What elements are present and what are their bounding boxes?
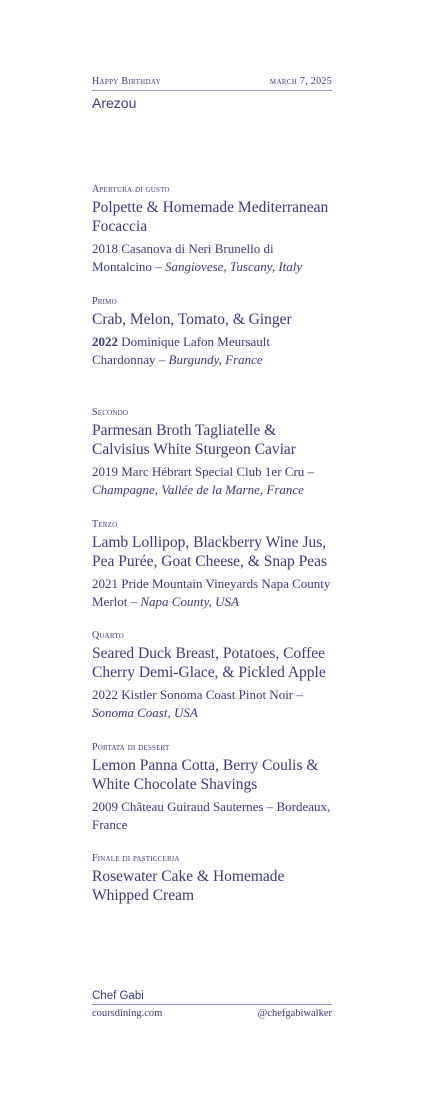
wine-name: Marc Hébrart Special Club 1er Cru – — [121, 464, 315, 479]
event-date: march 7, 2025 — [269, 76, 332, 87]
course-item — [92, 742, 332, 854]
menu-page — [92, 0, 332, 1100]
wine-name: Casanova di Neri Brunello di Montalcino – — [92, 241, 274, 274]
wine-region: Sonoma Coast, USA — [92, 705, 198, 720]
wine-vintage: 2022 — [92, 687, 118, 702]
wine-pairing — [92, 686, 332, 722]
chef-signature: Chef Gabi — [92, 990, 332, 1005]
social-handle[interactable]: @chefgabiwalker — [257, 1008, 332, 1019]
wine-region: Napa County, USA — [140, 593, 239, 609]
wine-region: Sangiovese, Tuscany, Italy — [164, 259, 303, 274]
wine-vintage: 2019 — [92, 464, 118, 479]
wine-region: Burgundy, France — [168, 351, 263, 367]
wine-vintage: 2009 — [92, 798, 118, 814]
wine-name: Château Guiraud Sauternes – Bordeaux, France — [92, 798, 331, 832]
course-dish: Parmesan Broth Tagliatelle & Calvisius White Sturgeon Caviar — [92, 422, 296, 458]
wine-vintage: 2021 — [92, 575, 118, 591]
course-label: Finale di pasticceria — [92, 853, 180, 864]
course-label: Secondo — [92, 407, 129, 418]
footer-row — [92, 1008, 332, 1019]
guest-name: Arezou — [92, 95, 137, 111]
course-item — [92, 853, 332, 965]
wine-name: Dominique Lafon Meursault Chardonnay – — [92, 333, 270, 367]
course-label: Primo — [92, 295, 117, 307]
course-item — [92, 519, 332, 631]
wine-name: Kistler Sonoma Coast Pinot Noir – — [121, 687, 303, 702]
wine-vintage: 2018 — [92, 241, 118, 256]
menu-footer — [92, 990, 332, 1019]
wine-name: Pride Mountain Vineyards Napa County Merlot – — [92, 575, 331, 609]
course-dish: Seared Duck Breast, Potatoes, Coffee Cherry Demi-Glace, & Pickled Apple — [92, 645, 326, 681]
course-item — [92, 184, 332, 296]
wine-pairing — [92, 240, 332, 276]
course-label: Terzo — [92, 518, 118, 530]
header-row — [92, 76, 332, 91]
occasion-label: Happy Birthday — [92, 76, 161, 87]
course-dish: Lamb Lollipop, Blackberry Wine Jus, Pea Purée, Goat Cheese, & Snap Peas — [92, 533, 328, 570]
course-label: Quarto — [92, 630, 124, 641]
wine-pairing — [92, 575, 332, 611]
wine-pairing — [92, 333, 332, 369]
course-dish: Polpette & Homemade Mediterranean Focaccia — [92, 199, 329, 235]
wine-region: Champagne, Vallée de la Marne, France — [92, 482, 304, 497]
course-item — [92, 630, 332, 742]
wine-pairing — [92, 463, 332, 499]
course-item — [92, 296, 332, 408]
course-dish: Rosewater Cake & Homemade Whipped Cream — [92, 868, 285, 904]
course-label: Portata di dessert — [92, 741, 170, 753]
website-link[interactable]: coursdining.com — [92, 1008, 163, 1019]
wine-vintage: 2022 — [92, 333, 118, 349]
menu-header — [92, 76, 332, 111]
course-label: Apertura di gusto — [92, 184, 170, 195]
course-dish: Lemon Panna Cotta, Berry Coulis & White Chocolate Shavings — [92, 756, 319, 793]
wine-pairing — [92, 798, 332, 834]
course-item — [92, 407, 332, 519]
course-dish: Crab, Melon, Tomato, & Ginger — [92, 310, 292, 328]
course-list — [92, 184, 332, 965]
